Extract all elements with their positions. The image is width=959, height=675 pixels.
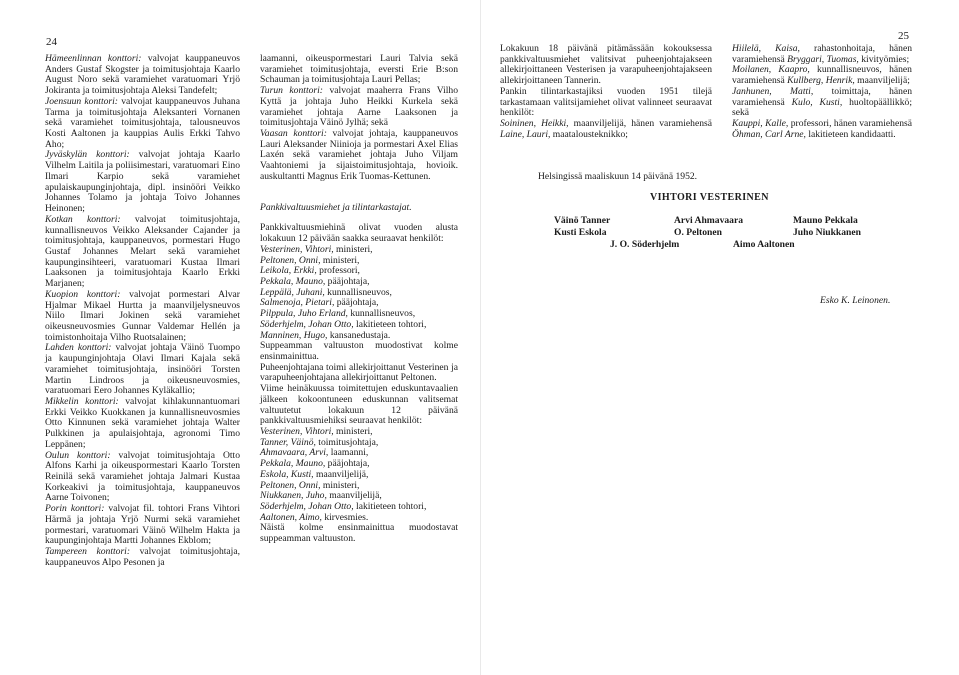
- paragraph: [45, 54, 240, 97]
- paragraph-text: valvojat kauppaneuvos Anders Gustaf Skogster ja toimitusjohtaja Kaarlo August Noro sekä varamiehet varatuomari Yrjö Jokiranta ja toimitusjohtaja Aleksi Tandefelt;: [45, 53, 240, 97]
- member-name: Tanner, Väinö,: [260, 436, 316, 448]
- paragraph: [45, 215, 240, 290]
- member-title: kirvesmies.: [321, 511, 369, 523]
- paragraph-text: valvojat johtaja, kauppaneuvos Lauri Aleksander Niinioja ja pormestari Axel Elias Laxén sekä varamiehet johtaja Juho Viljam Vaahtoniemi ja sijaistoimitusjohtaja, hovioik. auskultantti Magnus Erik Tuomas-Kettunen.: [260, 128, 458, 182]
- left-page-column-2: [260, 54, 458, 545]
- paragraph-text: maatalousteknikko;: [550, 128, 628, 140]
- office-name: Turun konttori:: [260, 85, 323, 97]
- member-title: lakitieteen tohtori,: [353, 501, 427, 513]
- member-name: Pekkala, Mauno,: [260, 458, 326, 470]
- member-list: [260, 427, 458, 523]
- paragraph: [260, 129, 458, 183]
- paragraph: [45, 547, 240, 568]
- office-name: Oulun konttori:: [45, 449, 111, 461]
- member-name: Vesterinen, Vihtori,: [260, 426, 334, 437]
- page-number-right: 25: [898, 30, 909, 42]
- paragraph-text: lakitieteen kandidaatti.: [805, 128, 896, 140]
- member-title: kunnallisneuvos,: [347, 308, 416, 320]
- member-list: [260, 245, 458, 341]
- section-heading: [260, 203, 458, 214]
- signature: Aimo Aaltonen: [733, 239, 795, 250]
- paragraph-text: valvojat fil. tohtori Frans Vihtori Härmä ja johtaja Yrjö Nurmi sekä varamiehet pormestari, varatuomari Väinö Wilhelm Hakta ja kaupunginjohtaja Martti Johannes Ekblom;: [45, 503, 240, 547]
- member-title: pääjohtaja,: [325, 275, 370, 287]
- member-name: Niukkanen, Juho,: [260, 490, 327, 502]
- paragraph-text: valvojat johtaja Kaarlo Vilhelm Laitila ja poliisimestari, varatuomari Eino Ilmari Karpio sekä varamiehet apulaiskaupunginjohtaja, dipl. insinööri Veikko Johannes Tolamo ja johtaja Toivo Johannes Heinonen;: [45, 149, 240, 215]
- paragraph: [732, 119, 912, 140]
- office-name: Lahden konttori:: [45, 342, 112, 354]
- paragraph-text: valvojat johtaja Väinö Tuompo ja kaupunginjohtaja Olavi Ilmari Kajala sekä varamiehet toimitusjohtaja, insinööri Torsten Martin Lindroos ja oikeusneuvosmies, varatuomari Eero Johannes Kyläkallio;: [45, 342, 240, 397]
- deputy-name: Kullberg, Henrik,: [787, 75, 855, 87]
- signature: Arvi Ahmavaara: [674, 215, 744, 226]
- member-title: kunnallisneuvos,: [324, 286, 392, 298]
- member-name: Eskola, Kusti,: [260, 468, 314, 480]
- deputy-name: Öhman, Carl Arne,: [732, 128, 806, 140]
- paragraph: Suppeamman valtuuston muodostivat kolme ensinmainittua.: [260, 340, 458, 362]
- member-name: Aaltonen, Aimo,: [260, 511, 322, 523]
- left-page-column-1: [45, 54, 240, 569]
- member-title: pääjohtaja,: [325, 458, 370, 470]
- member-title: ministeri,: [333, 243, 373, 255]
- auditor-name: Janhunen, Matti,: [732, 85, 814, 97]
- paragraph: Viime heinäkuussa toimitettujen eduskuntavaalien jälkeen kokoontuneen eduskunnan valitsemat valtuutetut lokakuun 12 päivänä pankkivaltuusmiehiksi seuraavat henkilöt:: [260, 383, 458, 427]
- office-name: Mikkelin konttori:: [45, 396, 119, 407]
- signature: Kusti Eskola: [554, 227, 607, 238]
- paragraph-text: toimittaja, hänen varamiehensä: [732, 85, 913, 108]
- paragraph: Puheenjohtajana toimi allekirjoittanut Vesterinen ja varapuheenjohtajana allekirjoittanut Peltonen.: [260, 361, 458, 384]
- signature: O. Peltonen: [674, 227, 722, 238]
- paragraph: [500, 119, 712, 140]
- paragraph: [260, 86, 458, 129]
- member-name: Söderhjelm, Johan Otto,: [260, 318, 354, 330]
- office-name: Tampereen konttori:: [45, 546, 131, 558]
- office-name: Porin konttori:: [45, 503, 105, 515]
- paragraph-text: maanviljelijä, hänen varamiehensä: [568, 118, 712, 130]
- section-heading-text: Pankkivaltuusmiehet ja tilintarkastajat.: [260, 201, 412, 213]
- member-title: toimitusjohtaja,: [315, 436, 379, 448]
- member-name: Leppälä, Juhani,: [260, 286, 325, 298]
- paragraph-text: huoltopäällikkö; sekä: [732, 96, 912, 119]
- member-name: Pekkala, Mauno,: [260, 275, 326, 287]
- paragraph: [45, 150, 240, 214]
- office-name: Hämeenlinnan konttori:: [45, 53, 142, 64]
- auditor-name: Hiilelä, Kaisa,: [732, 43, 800, 54]
- signature: Väinö Tanner: [554, 215, 611, 226]
- member-title: lakitieteen tohtori,: [353, 318, 427, 330]
- paragraph-text: valvojat toimitusjohtaja, kauppaneuvos Alpo Pesonen ja: [45, 546, 240, 568]
- signature: J. O. Söderhjelm: [610, 239, 680, 250]
- paragraph: [45, 397, 240, 451]
- secretary-signature: Esko K. Leinonen.: [820, 295, 891, 306]
- member-title: maanviljelijä,: [326, 490, 382, 502]
- page-number-left: 24: [46, 36, 57, 48]
- paragraph: [45, 97, 240, 151]
- member-title: ministeri,: [320, 254, 360, 266]
- signature: Mauno Pekkala: [793, 215, 858, 226]
- paragraph: [732, 44, 912, 65]
- paragraph-text: professori, hänen varamiehensä: [788, 118, 913, 130]
- paragraph: Lokakuun 18 päivänä pitämässään kokouksessa pankkivaltuusmiehet valitsivat puheenjohtajakseen allekirjoittaneen Vesterisen ja varapuheenjohtajakseen allekirjoittaneen Tannerin.: [500, 43, 712, 87]
- auditor-name: Kauppi, Kalle,: [732, 118, 789, 130]
- right-page-column-2: [732, 44, 912, 140]
- office-name: Jyväskylän konttori:: [45, 149, 130, 161]
- deputy-name: Bryggari, Tuomas,: [787, 53, 859, 65]
- member-name: Pilppula, Juho Erland,: [260, 308, 348, 320]
- paragraph: laamanni, oikeuspormestari Lauri Talvia sekä varamiehet toimitusjohtaja, eversti Erie B:son Schauman ja toimitusjohtaja Lauri Pellas;: [260, 53, 458, 86]
- member-name: Peltonen, Onni,: [260, 254, 321, 266]
- paragraph-text: valvojat kihlakunnantuomari Erkki Veikko Kuokkanen ja kunnallisneuvosmies Otto Kinnunen sekä varamiehet johtaja Walter Pulkkinen ja apulaisjohtaja, agronomi Timo Leppänen;: [45, 396, 240, 450]
- paragraph-text: kunnallisneuvos, hänen varamiehensä: [732, 64, 912, 87]
- office-name: Kuopion konttori:: [45, 288, 121, 300]
- member-title: ministeri,: [333, 426, 373, 437]
- page-gutter: [480, 0, 481, 675]
- signature: Juho Niukkanen: [793, 227, 861, 238]
- member-name: Salmenoja, Pietari,: [260, 297, 335, 309]
- paragraph-text: valvojat toimitusjohtaja Otto Alfons Karhi ja oikeuspormestari Kaarlo Torsten Reinilä sekä varamiehet johtaja Jalmari Kustaa Korkeakivi ja toimitusjohtaja, kauppaneuvos Aarne Toivonen;: [45, 449, 240, 504]
- member-name: Manninen, Hugo,: [260, 329, 328, 341]
- paragraph: Pankkivaltuusmiehinä olivat vuoden alusta lokakuun 12 päivään saakka seuraavat henkilöt:: [260, 222, 458, 245]
- paragraph: Näistä kolme ensinmainittua muodostavat suppeamman valtuuston.: [260, 522, 458, 545]
- auditor-name: Soininen, Heikki,: [500, 118, 569, 130]
- paragraph: [732, 65, 912, 86]
- paragraph-text: valvojat kauppaneuvos Juhana Tarma ja toimitusjohtaja Aleksanteri Vornanen sekä varamiehet toimitusjohtaja, talousneuvos Kosti Aaltonen ja kauppias Aulis Erkki Tahvo Aho;: [45, 95, 240, 150]
- deputy-name: Kulo, Kusti,: [791, 96, 843, 108]
- paragraph: [45, 504, 240, 547]
- paragraph-text: rahastonhoitaja, hänen varamiehensä: [732, 43, 912, 65]
- deputy-name: Laine, Lauri,: [500, 128, 551, 140]
- paragraph-text: valvojat maaherra Frans Vilho Kyttä ja johtaja Juho Heikki Kurkela sekä varamiehet johtaja Aarne Laaksonen ja toimitusjohtaja Väinö Jylhä; sekä: [260, 85, 458, 129]
- member-title: pääjohtaja,: [334, 297, 379, 309]
- member-title: laamanni,: [328, 447, 369, 459]
- paragraph-text: valvojat toimitusjohtaja, kunnallisneuvos Veikko Aleksander Cajander ja toimitusjohtaja, kauppaneuvos, pormestari Hugo Gustaf Johannes Melart sekä varamiehet kaupunginsihteeri, varatuomari Kustaa Ilmari Laaksonen ja toimitusjohtaja Kaarlo Erkki Marjanen;: [45, 213, 240, 290]
- paragraph: Pankin tilintarkastajiksi vuoden 1951 tilejä tarkastamaan valitsijamiehet olivat valinneet seuraavat henkilöt:: [500, 85, 712, 119]
- member-name: Ahmavaara, Arvi,: [260, 447, 329, 459]
- office-name: Vaasan konttori:: [260, 128, 327, 140]
- signature-chair: VIHTORI VESTERINEN: [650, 192, 769, 203]
- paragraph-text: kivityömies;: [858, 53, 910, 65]
- member-title: ministeri,: [320, 479, 360, 491]
- signing-date: Helsingissä maaliskuun 14 päivänä 1952.: [538, 171, 698, 182]
- member-title: professori,: [316, 265, 360, 277]
- right-page-column-1: [500, 44, 712, 140]
- member-title: kansanedustaja.: [327, 329, 391, 341]
- member-name: Peltonen, Onni,: [260, 479, 321, 491]
- paragraph: [45, 343, 240, 397]
- paragraph: [45, 451, 240, 505]
- office-name: Kotkan konttori:: [45, 213, 121, 225]
- member-name: Vesterinen, Vihtori,: [260, 243, 334, 255]
- member-name: Söderhjelm, Johan Otto,: [260, 501, 354, 513]
- member-title: maanviljelijä,: [313, 468, 369, 480]
- paragraph-text: valvojat pormestari Alvar Hjalmar Mikael Hurtta ja maanviljelysneuvos Niilo Ilmari Jokinen sekä varamiehet oikeusneuvosmies Gunnar Valdemar Hellén ja toimistonhoitaja Vilho Ruotsalainen;: [45, 288, 240, 343]
- paragraph: [732, 87, 912, 119]
- auditor-name: Moilanen, Kaapro,: [732, 64, 810, 76]
- member-name: Leikola, Erkki,: [260, 265, 317, 277]
- paragraph: [45, 290, 240, 344]
- paragraph-text: maanviljelijä;: [854, 75, 910, 87]
- office-name: Joensuun konttori:: [45, 95, 118, 107]
